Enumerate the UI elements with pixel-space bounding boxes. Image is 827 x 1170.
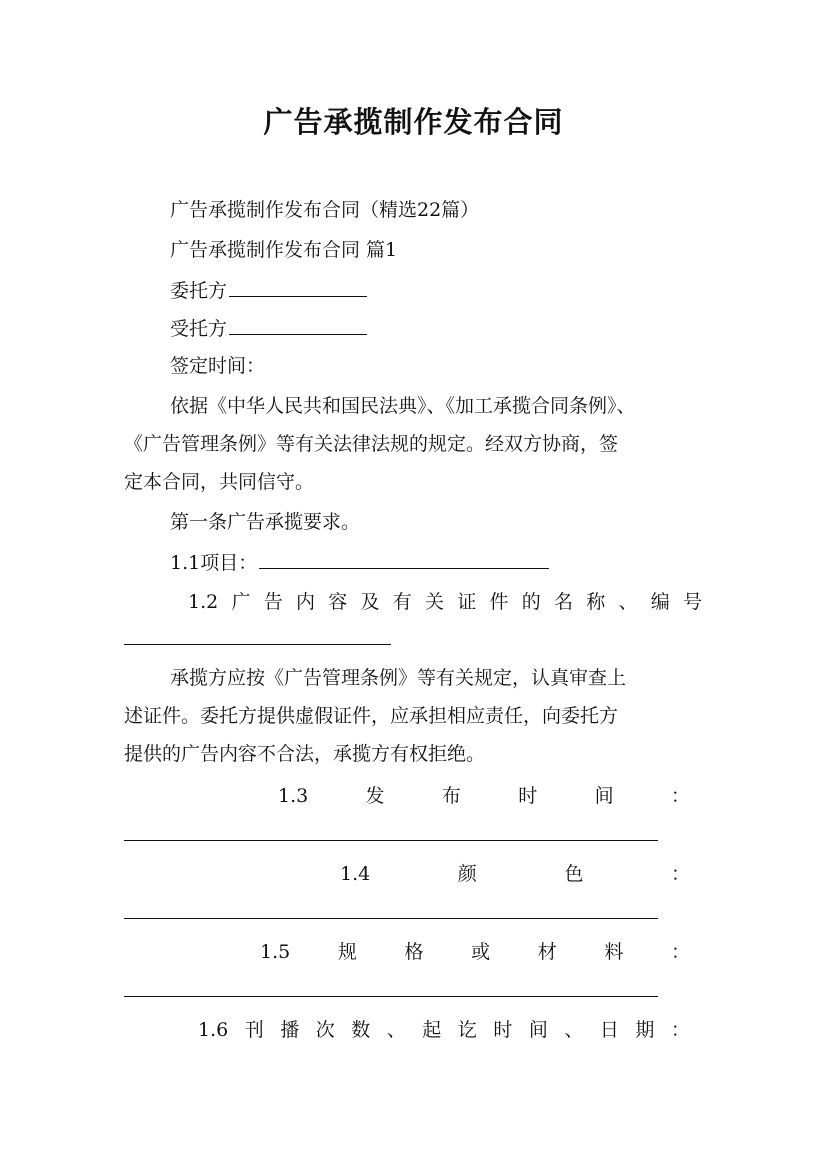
item-1-2-char: 号 — [682, 591, 702, 613]
review-line-1: 承揽方应按《广告管理条例》等有关规定，认真审查上 — [170, 667, 627, 689]
item-1-1-blank — [259, 548, 549, 569]
item-1-2-line — [188, 588, 702, 616]
item-1-2-char: 称 — [586, 591, 606, 613]
item-1-3-colon: ： — [670, 785, 690, 807]
item-1-2-char: 关 — [424, 591, 444, 613]
party-a-line — [170, 276, 367, 305]
item-1-2-char: 广 — [231, 591, 251, 613]
preamble-line-2: 《广告管理条例》等有关法律法规的规定。经双方协商，签 — [124, 433, 619, 455]
item-1-5-char: 规 — [337, 941, 357, 963]
item-1-6-char: 次 — [315, 1019, 335, 1041]
item-1-2-char: 编 — [650, 591, 670, 613]
item-1-6-char: 刊 — [244, 1019, 264, 1041]
item-1-6-number: 1.6 — [198, 1019, 229, 1041]
preamble-line-3: 定本合同，共同信守。 — [124, 471, 315, 493]
item-1-2-char: 名 — [553, 591, 573, 613]
item-1-4-colon: ： — [670, 863, 690, 885]
item-1-5-char: 或 — [471, 941, 491, 963]
item-1-3-blank — [124, 840, 658, 841]
item-1-2-char: 证 — [457, 591, 477, 613]
document-title: 广告承揽制作发布合同 — [263, 105, 564, 139]
item-1-5-char: 格 — [404, 941, 424, 963]
subtitle: 广告承揽制作发布合同（精选22篇） — [170, 199, 480, 221]
party-a-blank — [229, 276, 367, 297]
item-1-5-colon: ： — [670, 941, 690, 963]
item-1-6-char: 、 — [386, 1019, 406, 1041]
item-1-6-line — [198, 1016, 690, 1044]
review-line-2: 述证件。委托方提供虚假证件，应承担相应责任，向委托方 — [124, 705, 619, 727]
item-1-4-number: 1.4 — [340, 863, 371, 885]
item-1-2-char: 有 — [392, 591, 412, 613]
party-b-blank — [229, 314, 367, 335]
item-1-1-line — [170, 548, 549, 577]
item-1-6-char: 讫 — [457, 1019, 477, 1041]
item-1-6-char: 时 — [493, 1019, 513, 1041]
item-1-3-char: 发 — [365, 785, 385, 807]
item-1-2-char: 、 — [618, 591, 638, 613]
item-1-4-char: 色 — [564, 863, 584, 885]
item-1-6-char: 期 — [635, 1019, 655, 1041]
item-1-3-number: 1.3 — [278, 785, 309, 807]
item-1-5-number: 1.5 — [260, 941, 291, 963]
item-1-2-char: 件 — [489, 591, 509, 613]
item-1-6-char: 起 — [422, 1019, 442, 1041]
item-1-6-colon: ： — [670, 1019, 690, 1041]
item-1-4-line — [340, 860, 690, 888]
item-1-2-char: 容 — [328, 591, 348, 613]
item-1-3-char: 时 — [518, 785, 538, 807]
party-b-label: 受托方 — [170, 318, 228, 340]
sign-date-label: 签定时间： — [170, 355, 266, 377]
item-1-3-line — [278, 782, 690, 810]
item-1-6-char: 播 — [280, 1019, 300, 1041]
section-heading: 广告承揽制作发布合同 篇1 — [170, 239, 398, 261]
party-b-line — [170, 314, 367, 343]
item-1-3-char: 间 — [594, 785, 614, 807]
item-1-3-char: 布 — [441, 785, 461, 807]
item-1-6-char: 、 — [564, 1019, 584, 1041]
item-1-5-line — [260, 938, 690, 966]
preamble-line-1: 依据《中华人民共和国民法典》、《加工承揽合同条例》、 — [170, 395, 636, 417]
article-1-heading: 第一条广告承揽要求。 — [170, 511, 361, 533]
review-line-3: 提供的广告内容不合法，承揽方有权拒绝。 — [124, 743, 486, 765]
item-1-2-number: 1.2 — [188, 591, 219, 613]
item-1-5-blank — [124, 996, 658, 997]
item-1-2-blank — [124, 644, 391, 645]
item-1-2-char: 内 — [295, 591, 315, 613]
item-1-6-char: 数 — [351, 1019, 371, 1041]
item-1-4-char: 颜 — [457, 863, 477, 885]
item-1-5-char: 材 — [537, 941, 557, 963]
item-1-5-char: 料 — [604, 941, 624, 963]
item-1-6-char: 日 — [599, 1019, 619, 1041]
item-1-1-label: 1.1项目： — [170, 552, 258, 574]
item-1-2-char: 告 — [263, 591, 283, 613]
item-1-4-blank — [124, 918, 658, 919]
item-1-6-char: 间 — [528, 1019, 548, 1041]
party-a-label: 委托方 — [170, 280, 228, 302]
item-1-2-char: 的 — [521, 591, 541, 613]
item-1-2-char: 及 — [360, 591, 380, 613]
